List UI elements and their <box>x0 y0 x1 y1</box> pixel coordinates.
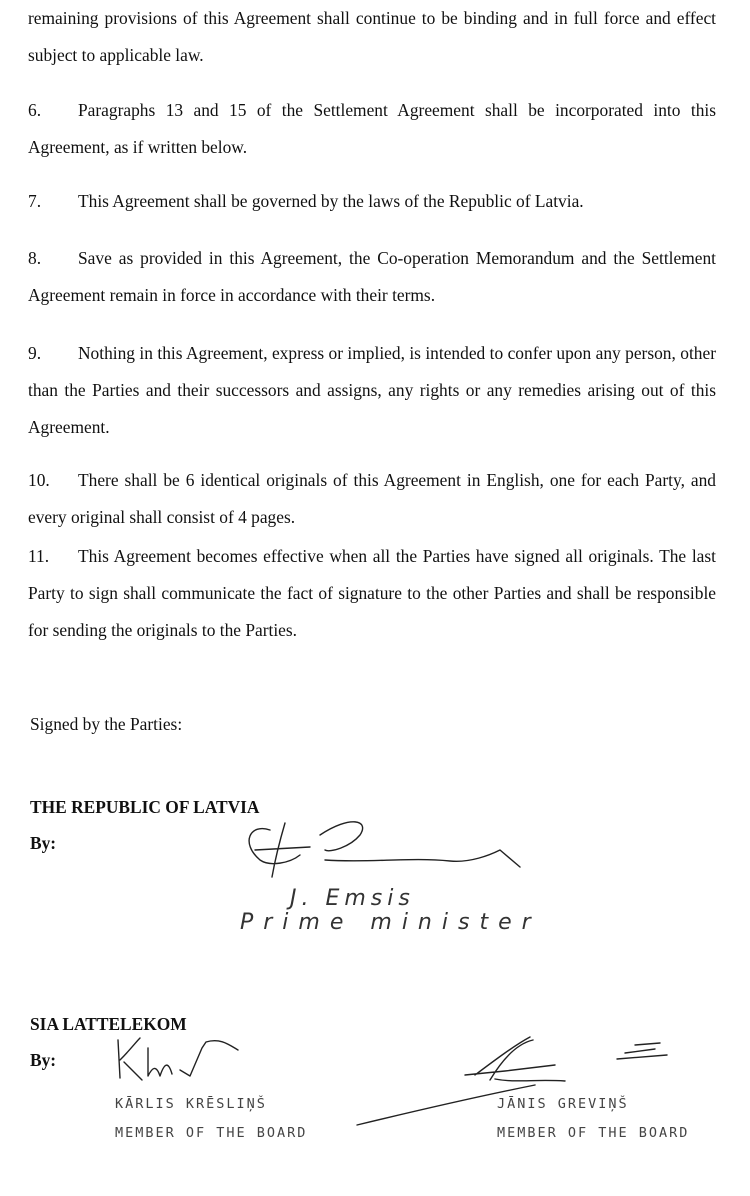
handwritten-signatory-title-1: MEMBER OF THE BOARD <box>115 1125 308 1141</box>
paragraph-11 <box>28 538 716 649</box>
handwritten-signatory-name-1: KĀRLIS KRĒSLIŅŠ <box>115 1096 267 1112</box>
signature-republic-of-latvia <box>230 805 550 885</box>
paragraph-number: 6. <box>28 100 42 120</box>
paragraph-text: There shall be 6 identical originals of this Agreement in English, one for each Party, and every original shall consist of 4 pages. <box>28 470 716 527</box>
party-name-sia-lattelekom: SIA LATTELEKOM <box>30 1014 187 1034</box>
paragraph-text: Nothing in this Agreement, express or implied, is intended to confer upon any person, other than the Parties and their successors and assigns, any rights or any remedies arising out of this Agreement. <box>28 343 716 437</box>
paragraph-9 <box>28 335 716 446</box>
signature-karlis-kreslins <box>110 1020 270 1090</box>
paragraph-number: 11. <box>28 546 50 566</box>
paragraph-6 <box>28 92 716 166</box>
handwritten-signatory-name-2: JĀNIS GREVIŅŠ <box>497 1096 629 1112</box>
paragraph-5-continuation <box>28 0 716 74</box>
handwritten-signatory-title-2: MEMBER OF THE BOARD <box>497 1125 690 1141</box>
paragraph-7 <box>28 183 716 220</box>
paragraph-text: remaining provisions of this Agreement shall continue to be binding and in full force and effect subject to applicable law. <box>28 8 716 65</box>
paragraph-10 <box>28 462 716 536</box>
by-label: By: <box>30 1050 57 1070</box>
by-label: By: <box>30 833 57 853</box>
paragraph-8 <box>28 240 716 314</box>
paragraph-text: This Agreement shall be governed by the laws of the Republic of Latvia. <box>78 191 584 211</box>
signature-janis-grevins <box>355 1035 695 1135</box>
handwritten-signatory-title: Prime minister <box>240 910 541 935</box>
paragraph-number: 7. <box>28 191 42 211</box>
handwritten-signatory-name: J. Emsis <box>290 886 415 911</box>
party-name-republic-of-latvia: THE REPUBLIC OF LATVIA <box>30 797 260 817</box>
paragraph-text: This Agreement becomes effective when all the Parties have signed all originals. The last Party to sign shall communicate the fact of signature to the other Parties and shall be responsible for sending the originals to the Parties. <box>28 546 716 640</box>
paragraph-text: Save as provided in this Agreement, the Co-operation Memorandum and the Settlement Agreement remain in force in accordance with their terms. <box>28 248 716 305</box>
paragraph-number: 9. <box>28 343 42 363</box>
paragraph-number: 8. <box>28 248 42 268</box>
signed-by-heading: Signed by the Parties: <box>30 714 183 734</box>
paragraph-text: Paragraphs 13 and 15 of the Settlement Agreement shall be incorporated into this Agreement, as if written below. <box>28 100 716 157</box>
paragraph-number: 10. <box>28 470 50 490</box>
